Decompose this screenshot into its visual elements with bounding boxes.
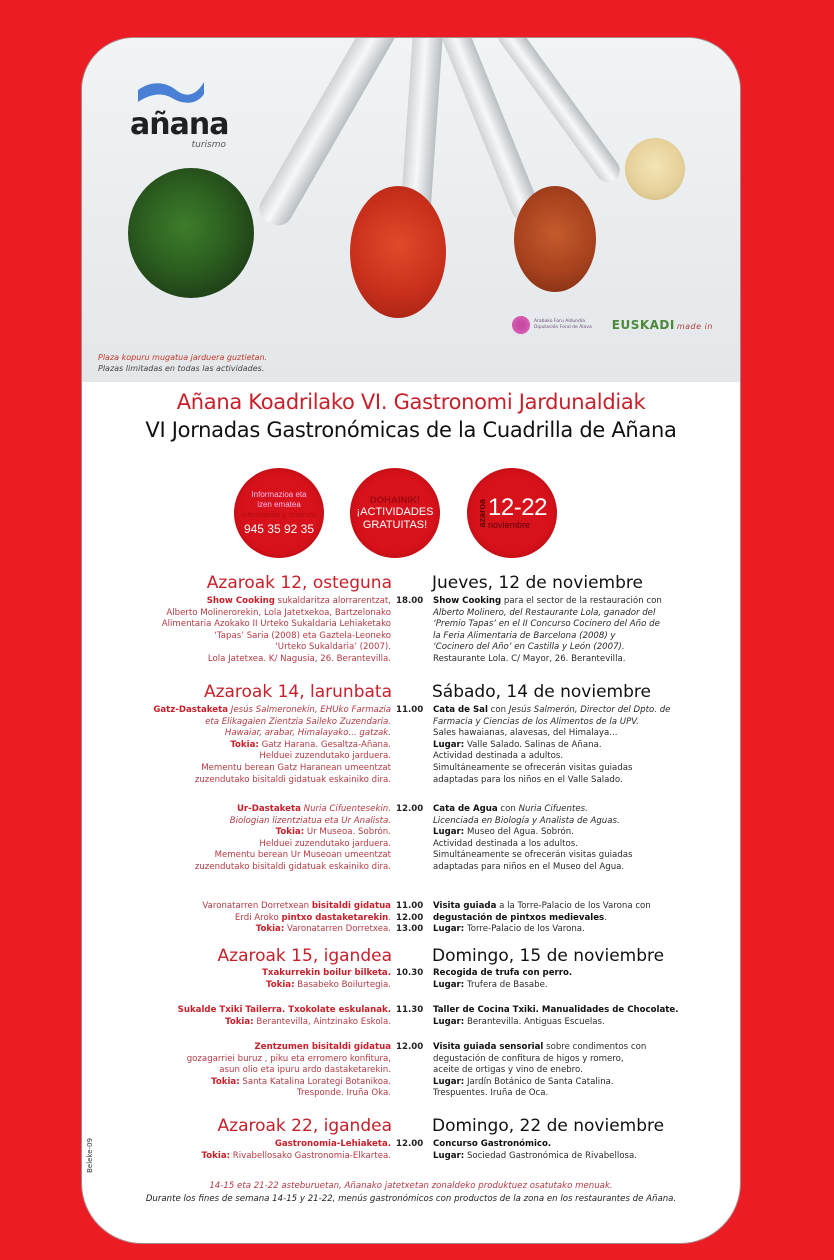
text-line [82,862,391,874]
plain-text: Jardín Botánico de Santa Catalina. [464,1076,614,1087]
event-basque [82,596,391,666]
bold-text: Lugar: [433,1150,465,1161]
plain-text: Santa Katalina Lorategi Botanikoa. [239,1076,391,1087]
euskadi-logo [612,318,713,332]
text-line [433,642,733,654]
plain-text: Lola Jatetxea. K/ Nagusia, 26. Berantevilla. [207,653,391,664]
plain-text: Alberto Molinerorekin, Lola Jatetxekoa, Bartzelonako [166,607,391,618]
bold-text: Tokia: [266,979,295,990]
title-basque: Añana Koadrilako VI. Gastronomi Jardunaldiak [176,390,646,414]
plain-text: Varonatarren Dorretxea. [284,924,391,935]
text-line [433,717,733,729]
spice-spoons-photo [82,38,740,382]
salt-spoon [625,138,685,200]
bold-text: Visita guiada sensorial [433,1042,544,1052]
text-line [433,1088,733,1100]
text-line [82,804,391,816]
limit-note-eu: Plaza kopuru mugatua jarduera guztietan. [98,353,268,362]
plain-text: Valle Salado. Salinas de Añana. [464,739,602,750]
info-eu2: izen ematea [257,500,301,509]
event-spanish [433,968,733,991]
day-heading-spanish: Jueves, 12 de noviembre [432,573,643,593]
plain-text: ‘Urteko Sukaldaria’ (2007). [275,642,391,653]
plain-text: Mementu berean Gatz Haranean umeentzat [201,762,391,773]
plain-text: para el sector de la restauración con [501,596,662,606]
plain-text: Erdi Aroko [234,912,282,923]
text-line [82,775,391,787]
event-spanish [433,705,733,786]
text-line [433,728,733,740]
bold-text: Taller de Cocina Txiki. Manualidades de Chocolate. [433,1005,679,1015]
text-line [82,1139,391,1151]
text-line [82,751,391,763]
bold-text: Tokia: [275,827,305,838]
event-basque [82,1042,391,1100]
bold-text: Visita guiada [433,901,497,911]
plain-text: adaptadas para los niños en el Valle Salado. [433,774,623,785]
plain-text: con [487,705,509,715]
event-time: 11.00 [396,705,424,715]
dfa-line2: Diputación Foral de Álava [534,325,592,330]
plain-text: Mementu berean Ur Museoan umeentzat [214,850,391,861]
bold-text: Zentzumen bisitaldi gidatua [254,1042,391,1052]
info-eu1: Informazioa eta [251,490,307,499]
bold-text: Cata de Agua [433,804,498,814]
text-line [433,705,733,717]
plain-text: sukaldaritza alorrarentzat, [274,596,391,606]
text-line [82,1151,391,1163]
event-time: 12.00 [396,1139,424,1149]
text-line [82,642,391,654]
text-line [433,1139,733,1151]
bold-text: Lugar: [433,979,465,990]
text-line [82,654,391,666]
bold-text: Concurso Gastronómico. [433,1139,552,1149]
event-time: 12.00 [396,912,424,923]
free-es1: ¡ACTIVIDADES [356,505,434,518]
text-line [433,1054,733,1066]
event-time: 13.00 [396,924,424,935]
free-es2: GRATUITAS! [362,518,428,531]
event-times [396,1042,428,1054]
text-line [82,968,391,980]
plain-text: Helduei zuzendutako jarduera. [259,838,391,849]
plain-text: ‘Tapas’ Saria (2008) eta Gaztela-Leoneko [214,630,391,641]
event-times [396,901,428,936]
event-time: 12.00 [396,1042,424,1052]
plain-text: Actividad destinada a los adultos. [433,838,578,849]
italic-text: Nuria Cifuentes. [518,804,588,814]
plain-text: degustación de confitura de higos y romero, [433,1053,624,1064]
event-basque [82,804,391,874]
text-line [433,850,733,862]
text-line [433,1005,733,1017]
footer-spanish: Durante los fines de semana 14-15 y 21-22, menús gastronómicos con productos de la zona en los restaurantes de Añana. [145,1194,677,1204]
text-line [433,816,733,828]
text-line [82,763,391,775]
text-line [433,631,733,643]
text-line [82,596,391,608]
text-line [433,924,733,936]
sponsors [512,316,713,334]
text-line [82,1017,391,1029]
bold-text: Tokia: [211,1076,240,1087]
event-spanish [433,804,733,874]
free-activities-circle [350,468,440,558]
dates-month-eu: azaroa [477,498,488,528]
info-circle [234,468,324,558]
bold-text: Lugar: [433,924,465,935]
dates-month-es: noviembre [488,520,531,530]
day-heading-basque: Azaroak 12, osteguna [206,573,392,593]
plain-text: Rivabellosako Gastronomia-Elkartea. [230,1150,391,1161]
bold-text: pintxo dastaketarekin [281,912,389,923]
event-spanish [433,901,733,936]
info-es: Información y reservas [241,510,317,519]
event-time: 10.30 [396,968,424,978]
euskadi-tag: made in [676,322,713,331]
plain-text: Simultáneamente se ofrecerán visitas guiadas [433,762,633,773]
plain-text: adaptadas para niños en el Museo del Agua. [433,861,625,872]
text-line [82,816,391,828]
text-line [433,980,733,992]
text-line [433,1042,733,1054]
plain-text: zuzendutako bisitaldi gidatuak eskainiko dira. [194,861,391,872]
italic-text: Jesús Salmeronekin, EHUko Farmazia [228,705,391,715]
text-line [433,827,733,839]
event-times [396,804,428,816]
dfa-mark-icon [512,316,530,334]
text-line [433,839,733,851]
text-line [433,1065,733,1077]
dates-range: 12-22 [488,494,547,521]
event-spanish [433,596,733,666]
text-line [82,631,391,643]
plain-text: Sociedad Gastronómica de Rivabellosa. [464,1150,637,1161]
day-heading-spanish: Domingo, 22 de noviembre [432,1116,665,1136]
text-line [433,1017,733,1029]
plain-text: Varonatarren Dorretxean [202,901,312,911]
text-line [82,1005,391,1017]
event-spanish [433,1139,733,1162]
day-heading-basque: Azaroak 15, igandea [217,946,392,966]
plain-text: Restaurante Lola. C/ Mayor, 26. Berantevilla. [433,653,626,664]
text-line [82,827,391,839]
logo-brand: añana [130,107,229,142]
plain-text: a la Torre-Palacio de los Varona con [496,901,651,911]
bold-text: Show Cooking [433,596,502,606]
text-line [82,717,391,729]
plain-text: Berantevilla. Antiguas Escuelas. [464,1016,605,1027]
dates-circle [467,468,557,558]
day-heading-basque: Azaroak 14, larunbata [203,682,392,702]
text-line [433,968,733,980]
day-heading-spanish: Domingo, 15 de noviembre [432,946,665,966]
diputacion-foral-alava-logo [512,316,592,334]
herbs-spoon [128,168,254,298]
text-line [82,740,391,752]
text-line [433,751,733,763]
event-basque [82,1139,391,1162]
free-eu: DOHAINIK! [369,494,421,506]
text-line [433,1151,733,1163]
poster-card [82,38,740,1243]
italic-text: Farmacia y Ciencias de los Alimentos de la UPV. [433,716,639,727]
plain-text: Gatz Harana. Gesaltza-Añana. [258,739,391,750]
text-line [82,1065,391,1077]
bold-text: Show Cooking [206,596,275,606]
bold-text: bisitaldi gidatua [311,901,391,911]
chili-spoon [514,186,596,292]
credit: Beleke-09 [86,1138,94,1173]
plain-text: Museo del Agua. Sobrón. [464,827,574,838]
bold-text: Recogida de trufa con perro. [433,968,573,978]
event-times [396,596,428,608]
text-line [82,1088,391,1100]
bold-text: Cata de Sal [433,705,488,715]
event-time: 18.00 [396,596,424,606]
bold-text: Gastronomia-Lehiaketa. [274,1139,391,1149]
italic-text: eta Elikagaien Zientzia Saileko Zuzendaria. [205,716,391,727]
plain-text: Simultáneamente se ofrecerán visitas guiadas [433,850,633,861]
plain-text: Ur Museoa. Sobrón. [304,827,391,838]
italic-text: Jesús Salmerón, Director del Dpto. de [508,705,671,715]
logo-sub: turismo [191,140,226,150]
euskadi-text: EUSKADI [611,318,675,332]
text-line [433,654,733,666]
text-line [82,1042,391,1054]
bold-text: Lugar: [433,1016,465,1027]
plain-text: Trufera de Basabe. [464,979,548,990]
text-line [82,913,391,925]
text-line [82,924,391,936]
bold-text: Lugar: [433,1076,465,1087]
paprika-spoon [350,186,446,318]
event-time: 11.30 [396,1005,424,1015]
bold-text: Tokia: [201,1150,231,1161]
wave-icon [136,78,206,106]
bold-text: Tokia: [230,739,259,750]
event-basque [82,968,391,991]
event-basque [82,901,391,936]
day-heading-basque: Azaroak 22, igandea [217,1116,392,1136]
phone-number[interactable]: 945 35 92 35 [243,522,315,536]
italic-text: Alberto Molinero, del Restaurante Lola, ganador del [433,607,656,618]
bold-text: degustación de pintxos medievales [433,912,605,923]
day-heading-spanish: Sábado, 14 de noviembre [432,682,651,702]
italic-text: Biologian lizentziatua eta Ur Analista. [229,815,391,826]
bold-text: Ur-Dastaketa [236,804,301,814]
plain-text: Tresponde. Iruña Oka. [296,1088,391,1099]
text-line [82,980,391,992]
text-line [433,862,733,874]
text-line [82,619,391,631]
plain-text: . [388,912,391,923]
event-times [396,968,428,980]
text-line [433,913,733,925]
italic-text: ‘Cocinero del Año’ en Castilla y León (2007). [433,642,625,653]
event-basque [82,1005,391,1028]
plain-text: Actividad destinada a adultos. [433,751,564,762]
bold-text: Txakurrekin boilur bilketa. [262,968,391,978]
plain-text: Alimentaria Azokako II Urteko Sukaldaria Lehiaketako [161,619,391,630]
event-spanish [433,1005,733,1028]
plain-text: gozagarriei buruz , piku eta erromero konfitura, [186,1053,391,1064]
anana-turismo-logo [130,78,240,150]
text-line [433,763,733,775]
text-line [433,1077,733,1089]
bold-text: Lugar: [433,827,465,838]
plain-text: . [604,912,607,923]
event-time: 11.00 [396,901,424,911]
bold-text: Gatz-Dastaketa [153,705,229,715]
text-line [82,839,391,851]
text-line [433,775,733,787]
event-spanish [433,1042,733,1100]
italic-text: Hawaiar, arabar, Himalayako... gatzak. [224,728,391,739]
bold-text: Tokia: [225,1016,254,1027]
bold-text: Sukalde Txiki Tailerra. Txokolate eskulanak. [177,1005,391,1015]
plain-text: asun olio eta ipuru ardo dastaketarekin. [219,1065,391,1076]
text-line [82,850,391,862]
footer-basque: 14-15 eta 21-22 asteburuetan, Añanako jatetxetan zonaldeko produktuez osatutako menuak. [209,1181,613,1191]
plain-text: con [497,804,519,814]
text-line [82,608,391,620]
text-line [433,596,733,608]
plain-text: Trespuentes. Iruña de Oca. [433,1088,549,1099]
plain-text: Basabeko Boilurtegia. [294,979,391,990]
dfa-line1: Arabako Foru Aldundia [534,319,585,324]
italic-text: Nuria Cifuentesekin. [300,804,391,814]
event-basque [82,705,391,786]
italic-text: Licenciada en Biología y Analista de Aguas. [433,815,620,826]
event-times [396,1139,428,1151]
event-times [396,1005,428,1017]
text-line [433,804,733,816]
italic-text: la Feria Alimentaria de Barcelona (2008) y [433,630,616,641]
text-line [82,901,391,913]
plain-text: aceite de ortigas y vino de enebro. [433,1065,583,1076]
plain-text: Sales hawaianas, alavesas, del Himalaya... [433,728,618,739]
italic-text: ‘Premio Tapas’ en el II Concurso Cocinero del Año de [433,619,660,630]
text-line [82,705,391,717]
text-line [433,901,733,913]
plain-text: Berantevilla, Aintzinako Eskola. [253,1016,391,1027]
event-times [396,705,428,717]
limited-places-note [98,352,267,374]
text-line [433,740,733,752]
event-time: 12.00 [396,804,424,814]
plain-text: Helduei zuzendutako jarduera. [259,751,391,762]
text-line [82,1077,391,1089]
plain-text: Torre-Palacio de los Varona. [464,924,585,935]
text-line [82,728,391,740]
bold-text: Lugar: [433,739,465,750]
limit-note-es: Plazas limitadas en todas las actividades. [98,364,265,373]
plain-text: zuzendutako bisitaldi gidatuak eskainiko dira. [194,774,391,785]
bold-text: Tokia: [255,924,285,935]
text-line [433,619,733,631]
plain-text: sobre condimentos con [543,1042,647,1052]
text-line [433,608,733,620]
text-line [82,1054,391,1066]
title-spanish: VI Jornadas Gastronómicas de la Cuadrilla de Añana [145,418,677,442]
